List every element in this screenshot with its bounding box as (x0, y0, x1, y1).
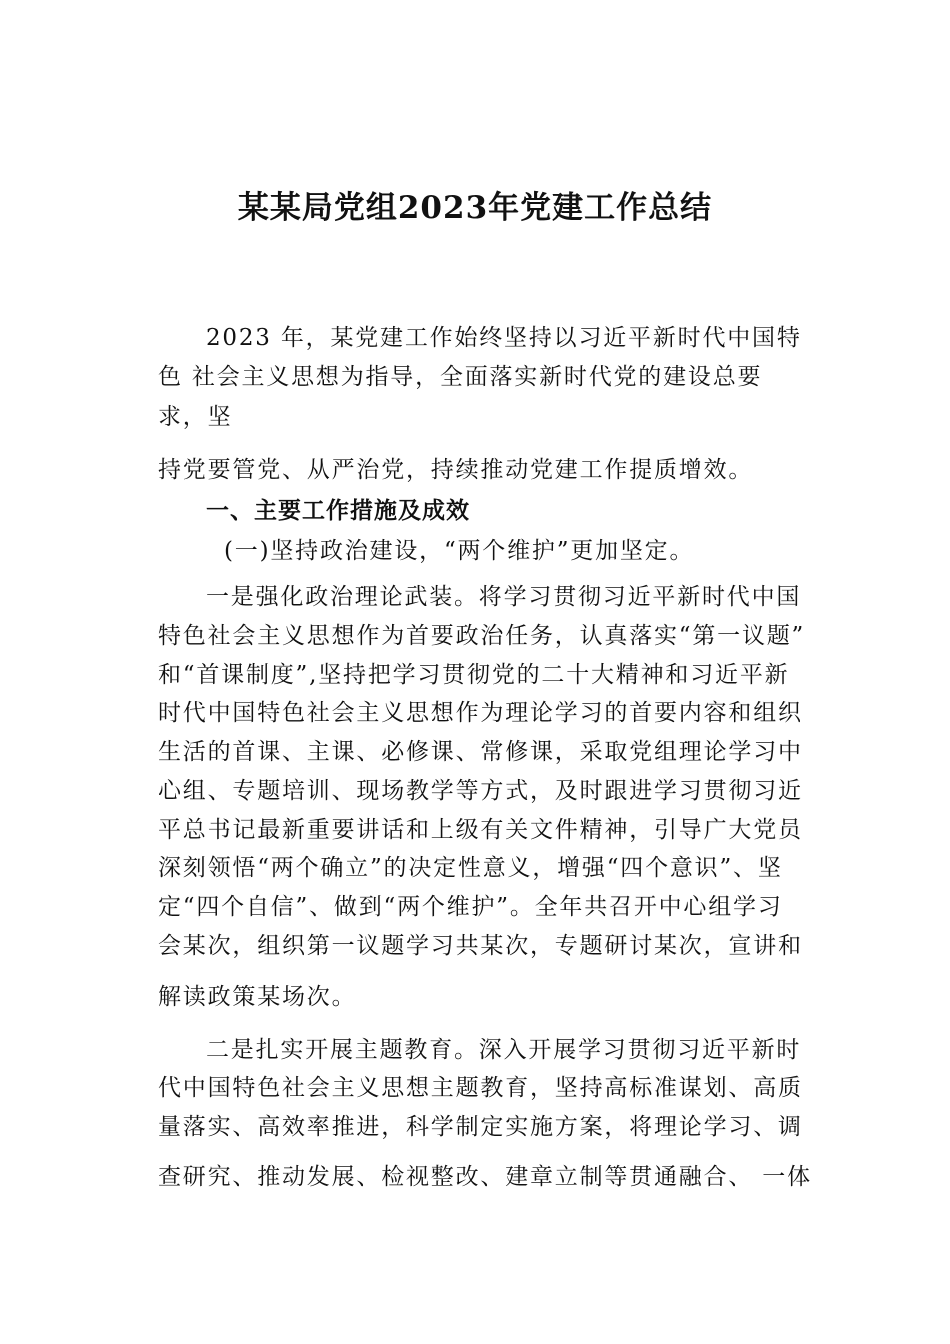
document-title: 某某局党组2023年党建工作总结 (237, 190, 713, 226)
paragraph-line: 心组、专题培训、现场教学等方式，及时跟进学习贯彻习近 (158, 778, 803, 804)
paragraph-line: 特色社会主义思想作为首要政治任务，认真落实“第一议题” (158, 623, 806, 649)
paragraph-line: 定“四个自信”、做到“两个维护”。全年共召开中心组学习 (158, 894, 783, 920)
intro-line: 持党要管党、从严治党，持续推动党建工作提质增效。 (158, 457, 754, 483)
paragraph-line: 代中国特色社会主义思想主题教育，坚持高标准谋划、高质 (158, 1075, 803, 1101)
paragraph-line: 解读政策某场次。 (158, 984, 357, 1010)
paragraph-line: 平总书记最新重要讲话和上级有关文件精神，引导广大党员 (158, 817, 803, 843)
section-heading: 一、主要工作措施及成效 (206, 498, 470, 524)
subsection-heading: (一)坚持政治建设，“两个维护”更加坚定。 (224, 538, 695, 564)
paragraph-line: 二是扎实开展主题教育。深入开展学习贯彻习近平新时 (206, 1037, 802, 1063)
intro-line: 求，坚 (158, 404, 233, 430)
paragraph-line: 和“首课制度”,坚持把学习贯彻党的二十大精神和习近平新 (158, 662, 790, 688)
paragraph-line: 深刻领悟“两个确立”的决定性意义，增强“四个意识”、坚 (158, 855, 783, 881)
paragraph-line: 生活的首课、主课、必修课、常修课，采取党组理论学习中 (158, 739, 803, 765)
intro-line: 色 社会主义思想为指导，全面落实新时代党的建设总要 (158, 364, 763, 390)
paragraph-line: 量落实、高效率推进，科学制定实施方案，将理论学习、调 (158, 1114, 803, 1140)
paragraph-line: 查研究、推动发展、检视整改、建章立制等贯通融合、 一体 (158, 1164, 812, 1190)
paragraph-line: 一是强化政治理论武装。将学习贯彻习近平新时代中国 (206, 584, 802, 610)
paragraph-line: 时代中国特色社会主义思想作为理论学习的首要内容和组织 (158, 700, 803, 726)
paragraph-line: 会某次，组织第一议题学习共某次，专题研讨某次，宣讲和 (158, 933, 803, 959)
intro-line: 2023 年，某党建工作始终坚持以习近平新时代中国特 (206, 325, 802, 351)
